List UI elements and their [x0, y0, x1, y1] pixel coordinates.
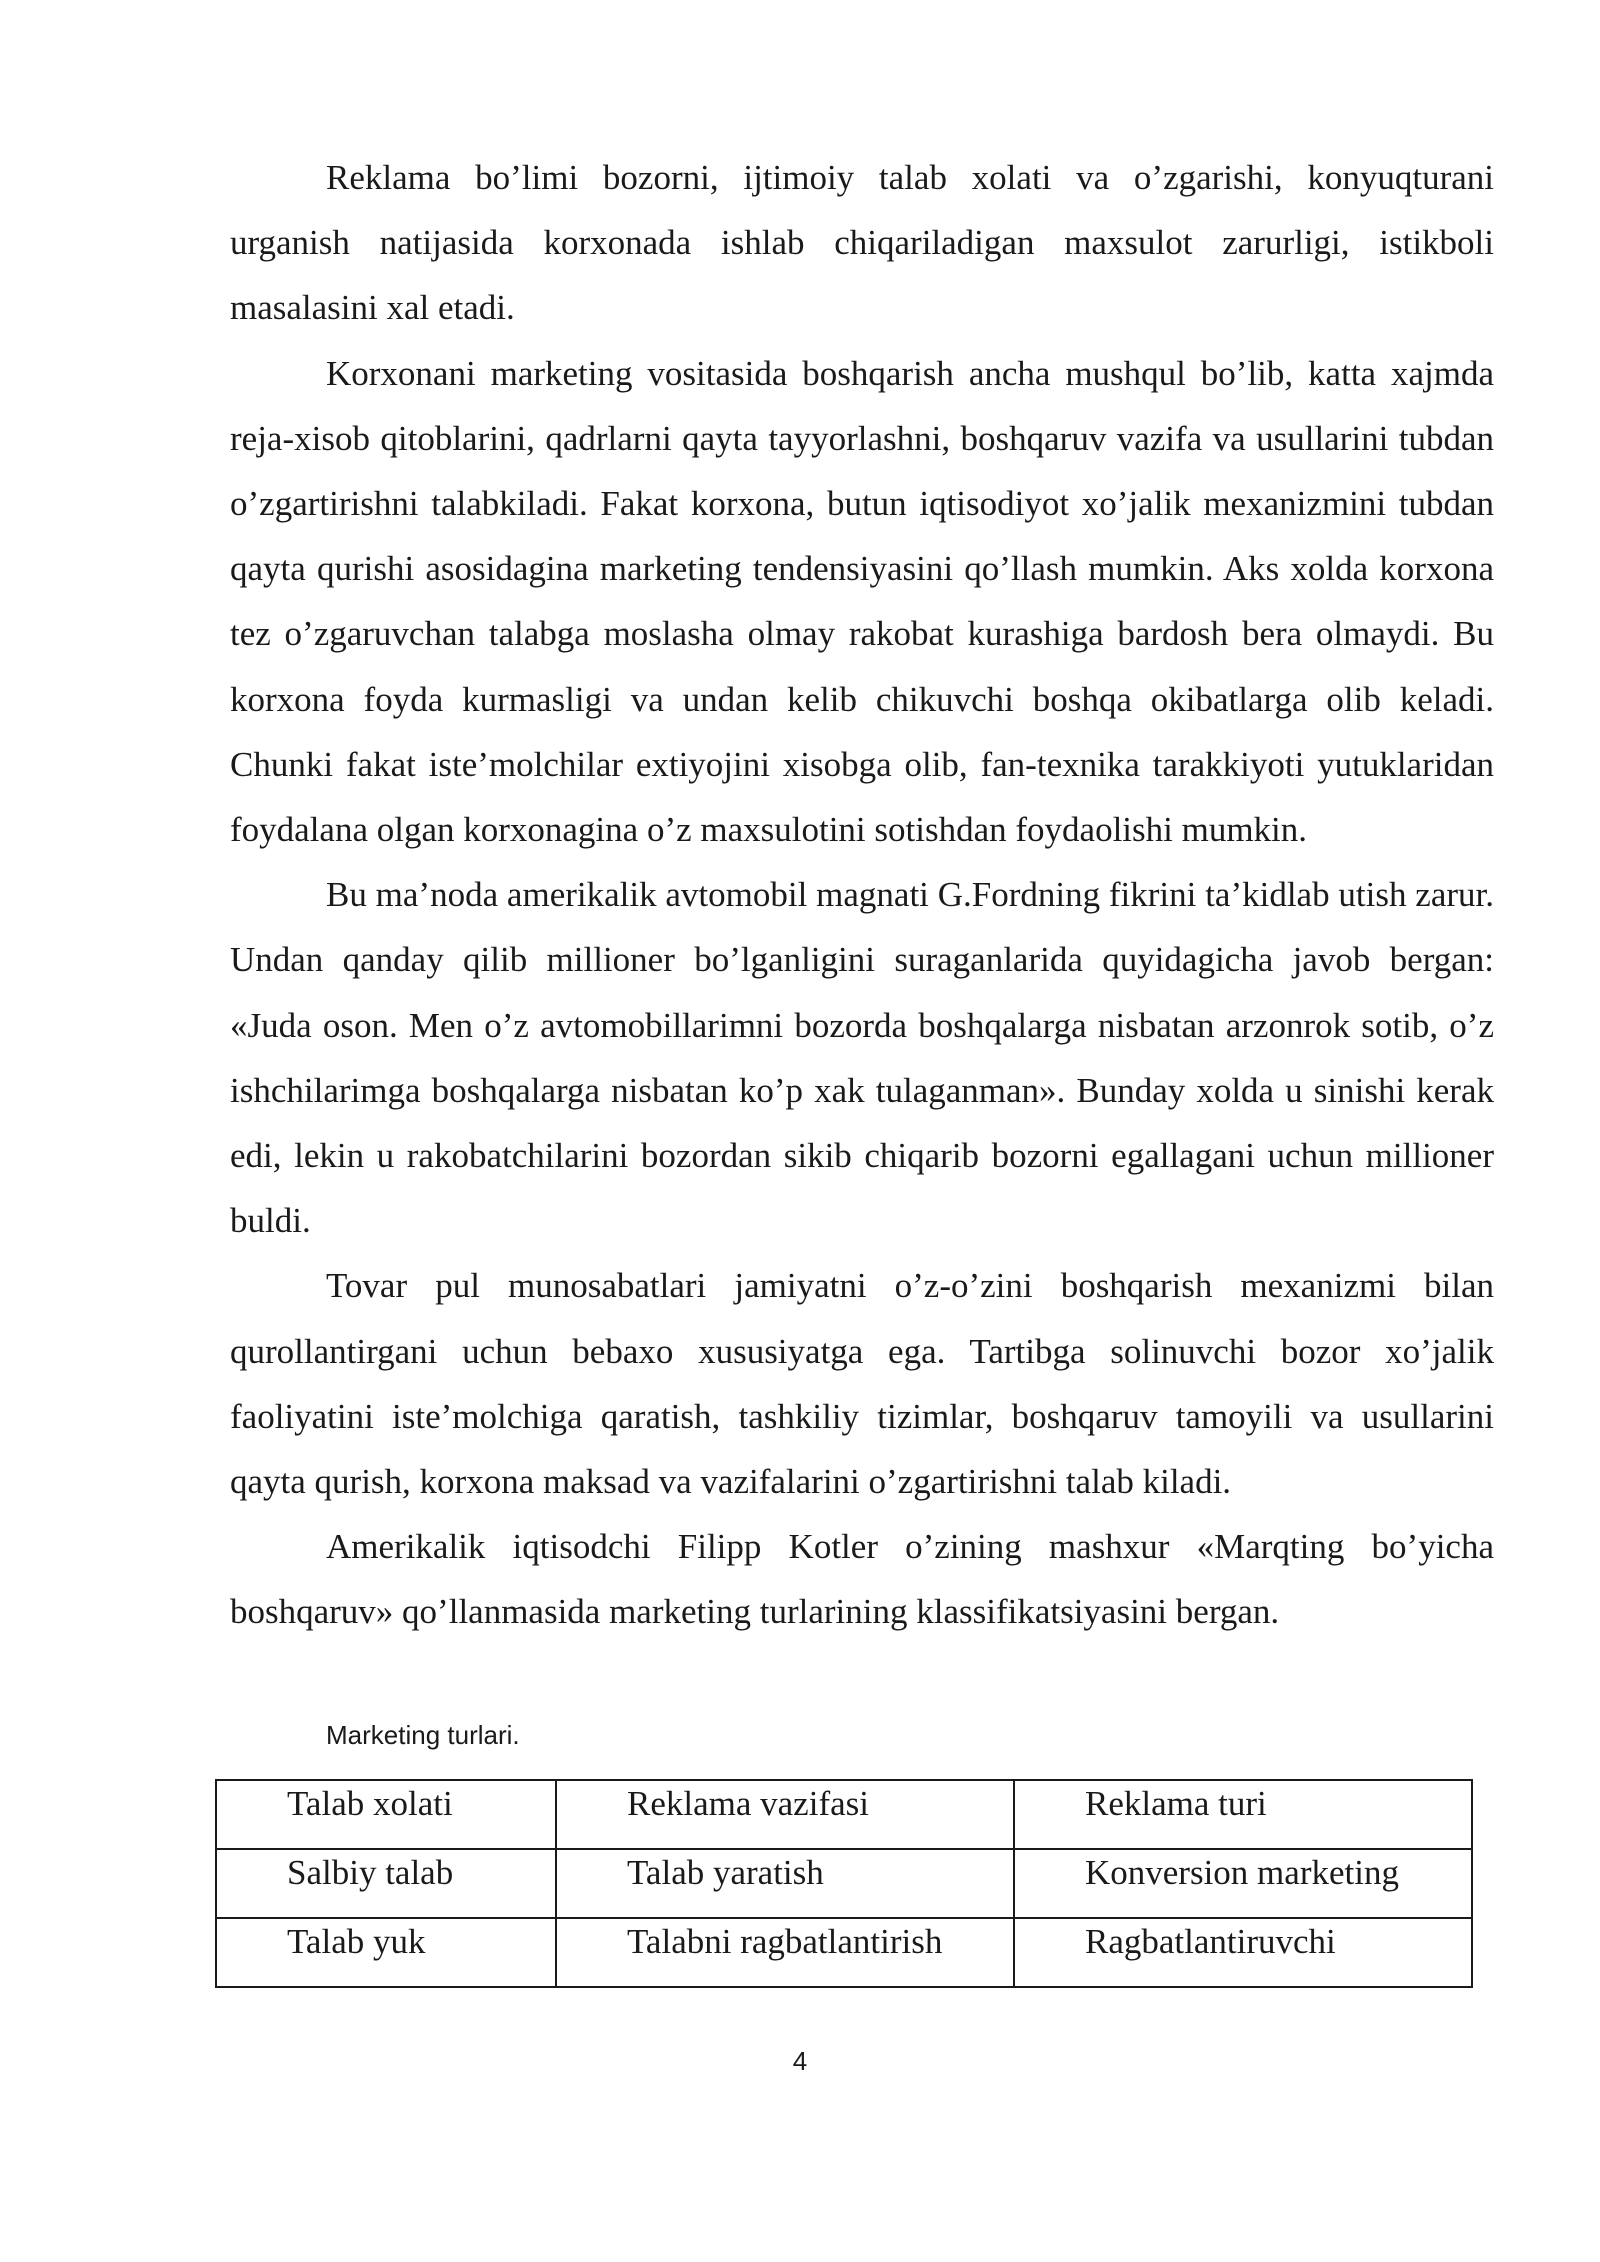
marketing-types-table: [215, 1779, 1471, 1988]
page-number: 4: [792, 2046, 808, 2076]
table-header-cell: Reklama vazifasi: [556, 1780, 1014, 1849]
table-header-cell: Reklama turi: [1014, 1780, 1472, 1849]
table-header-cell: Talab xolati: [216, 1780, 556, 1849]
paragraph-3: Bu ma’noda amerikalik avtomobil magnati G.Fordning fikrini ta’kidlab utish zarur. Undan qanday qilib millioner bo’lganligini suraganlarida quyidagicha javob bergan: «Juda oson. Men o’z avtomobillarimni bozorda boshqalarga nisbatan arzonrok sotib, o’z ishchilarimga boshqalarga nisbatan ko’p xak tulaganman». Bunday xolda u sinishi kerak edi, lekin u rakobatchilarini bozordan sikib chiqarib bozorni egallagani uchun millioner buldi.: [230, 875, 1494, 1241]
table-caption: Marketing turlari.: [326, 1720, 520, 1750]
table-cell: Talabni ragbatlantirish: [556, 1918, 1014, 1987]
table-cell: Ragbatlantiruvchi: [1014, 1918, 1472, 1987]
paragraph-4: Tovar pul munosabatlari jamiyatni o’z-o’zini boshqarish mexanizmi bilan qurollantirgani uchun bebaxo xususiyatga ega. Tartibga solinuvchi bozor xo’jalik faoliyatini iste’molchiga qaratish, tashkiliy tizimlar, boshqaruv tamoyili va usullarini qayta qurish, korxona maksad va vazifalarini o’zgartirishni talab kiladi.: [230, 1266, 1494, 1502]
table-row: [216, 1780, 1472, 1849]
table-row: [216, 1918, 1472, 1987]
paragraph-1: Reklama bo’limi bozorni, ijtimoiy talab xolati va o’zgarishi, konyuqturani urganish natijasida korxonada ishlab chiqariladigan maxsulot zarurligi, istikboli masalasini xal etadi.: [230, 158, 1494, 328]
paragraph-2: Korxonani marketing vositasida boshqarish ancha mushqul bo’lib, katta xajmda reja-xisob qitoblarini, qadrlarni qayta tayyorlashni, boshqaruv vazifa va usullarini tubdan o’zgartirishni talabkiladi. Fakat korxona, butun iqtisodiyot xo’jalik mexanizmini tubdan qayta qurishi asosidagina marketing tendensiyasini qo’llash mumkin. Aks xolda korxona tez o’zgaruvchan talabga moslasha olmay rakobat kurashiga bardosh bera olmaydi. Bu korxona foyda kurmasligi va undan kelib chikuvchi boshqa okibatlarga olib keladi. Chunki fakat iste’molchilar extiyojini xisobga olib, fan-texnika tarakkiyoti yutuklaridan foydalana olgan korxonagina o’z maxsulotini sotishdan foydaolishi mumkin.: [230, 353, 1494, 850]
paragraph-5: Amerikalik iqtisodchi Filipp Kotler o’zining mashxur «Marqting bo’yicha boshqaruv» qo’llanmasida marketing turlarining klassifikatsiyasini bergan.: [230, 1527, 1494, 1632]
table-cell: Talab yaratish: [556, 1849, 1014, 1918]
document-body: [230, 145, 1494, 1645]
table-cell: Salbiy talab: [216, 1849, 556, 1918]
table-cell: Konversion marketing: [1014, 1849, 1472, 1918]
table-cell: Talab yuk: [216, 1918, 556, 1987]
table-row: [216, 1849, 1472, 1918]
